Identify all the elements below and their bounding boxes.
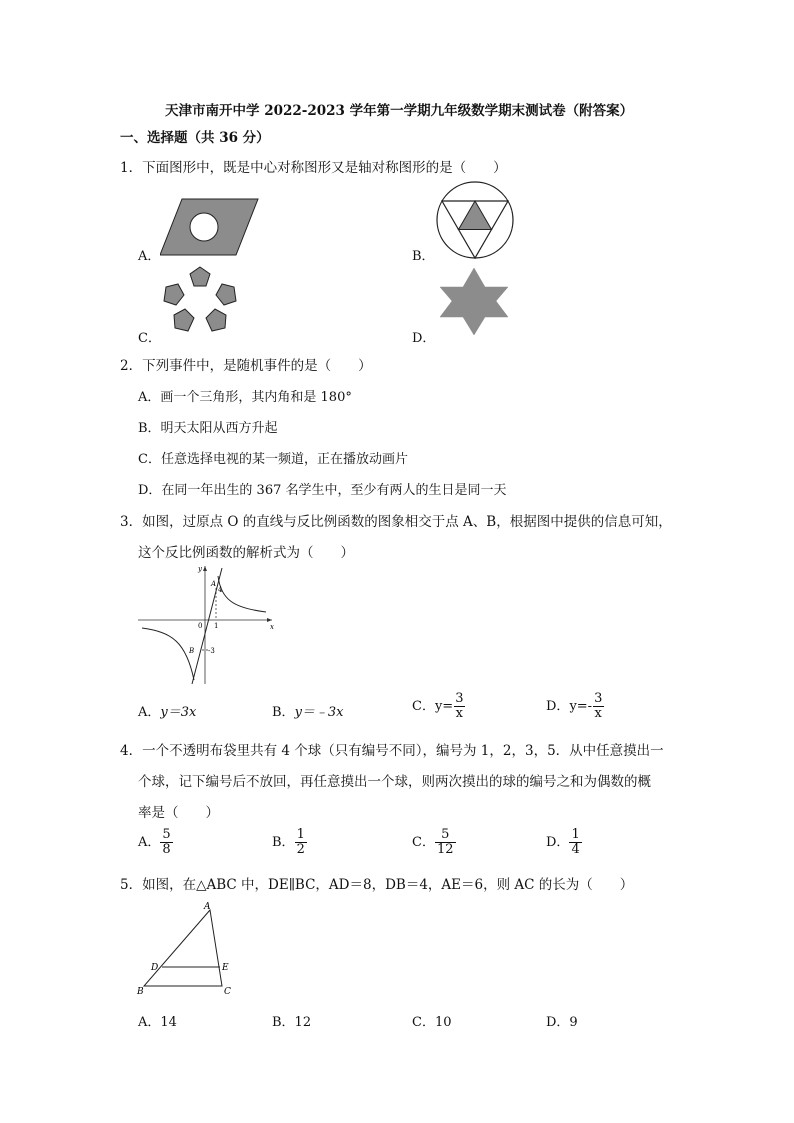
q3-option-b-label: B． bbox=[272, 705, 295, 720]
x-axis-arrow bbox=[267, 618, 272, 622]
q4-option-a-fraction bbox=[160, 828, 172, 857]
tick-label-neg3: -3 bbox=[208, 647, 215, 655]
tick-label-1: 1 bbox=[214, 622, 219, 630]
point-a-label: A bbox=[211, 580, 217, 588]
q5-option-a: A．14 bbox=[138, 1015, 177, 1030]
q3-option-d bbox=[546, 692, 604, 721]
question-2-stem: 2．下列事件中，是随机事件的是（ ） bbox=[120, 358, 372, 374]
tick-label-4: 4 bbox=[218, 586, 223, 594]
y-axis-arrow bbox=[203, 566, 207, 571]
q4-option-c-fraction bbox=[435, 828, 456, 857]
q4-option-b-fraction bbox=[295, 828, 307, 857]
q5-option-b: B．12 bbox=[272, 1015, 312, 1030]
q4-option-b-label: B． bbox=[272, 835, 295, 850]
circle-hole bbox=[190, 213, 218, 241]
q2-option-c: C．任意选择电视的某一频道，正在播放动画片 bbox=[138, 452, 408, 467]
origin-label: 0 bbox=[198, 622, 203, 630]
q3-option-a-label: A． bbox=[138, 705, 161, 720]
q1-figure-b bbox=[435, 180, 515, 260]
q4-option-c-numerator: 5 bbox=[441, 827, 450, 842]
q4-option-b bbox=[272, 828, 307, 857]
pentagon-left bbox=[164, 284, 184, 305]
q4-option-a-numerator: 5 bbox=[162, 827, 171, 842]
q4-option-d bbox=[546, 828, 582, 857]
vertex-c-label: C bbox=[224, 987, 231, 997]
vertex-a-label: A bbox=[204, 902, 211, 912]
q3-option-c bbox=[412, 692, 465, 721]
q2-option-b: B．明天太阳从西方升起 bbox=[138, 421, 278, 436]
pentagon-top bbox=[190, 267, 210, 286]
q3-graph bbox=[134, 562, 279, 688]
q1-label-c: C． bbox=[138, 331, 161, 346]
q1-figure-d bbox=[436, 265, 512, 337]
question-4-line2: 个球，记下编号后不放回，再任意摸出一个球，则两次摸出的球的编号之和为偶数的概 bbox=[138, 774, 651, 790]
point-e-label: E bbox=[222, 963, 229, 973]
q4-option-d-numerator: 1 bbox=[571, 827, 580, 842]
pentagon-bottom-right bbox=[206, 309, 226, 331]
section-heading: 一、选择题（共 36 分） bbox=[120, 130, 270, 146]
q1-label-b: B． bbox=[412, 249, 435, 264]
x-axis-label: x bbox=[270, 623, 274, 631]
q3-option-b-text: y＝﹣3x bbox=[294, 705, 344, 720]
question-5-stem: 5．如图，在△ABC 中，DE∥BC，AD＝8，DB＝4，AE＝6，则 AC 的长为（ ） bbox=[120, 877, 634, 893]
q2-option-d: D．在同一年出生的 367 名学生中，至少有两人的生日是同一天 bbox=[138, 483, 507, 498]
q1-figure-a bbox=[160, 197, 260, 259]
hyperbola-branch-1 bbox=[218, 576, 266, 612]
q4-option-d-fraction bbox=[569, 828, 581, 857]
q3-option-d-denominator: x bbox=[594, 706, 602, 721]
q1-label-d: D． bbox=[412, 331, 436, 346]
q4-option-a bbox=[138, 828, 173, 857]
point-b-label: B bbox=[189, 647, 195, 655]
pentagon-bottom-left bbox=[174, 309, 194, 331]
q4-option-a-label: A． bbox=[138, 835, 161, 850]
q5-option-c: C．10 bbox=[412, 1015, 452, 1030]
point-d-label: D bbox=[151, 963, 159, 973]
q2-option-a: A．画一个三角形，其内角和是 180° bbox=[138, 390, 352, 405]
q3-option-c-fraction bbox=[453, 692, 465, 721]
q4-option-d-denominator: 4 bbox=[571, 842, 580, 857]
triangle-abc bbox=[144, 910, 222, 986]
q4-option-c-label: C． bbox=[412, 835, 435, 850]
question-3-stem-line1: 3．如图，过原点 O 的直线与反比例函数的图象相交于点 A、B，根据图中提供的信息可知， bbox=[120, 514, 672, 530]
q4-option-c bbox=[412, 828, 456, 857]
pentagon-right bbox=[216, 284, 236, 305]
q3-option-c-denominator: x bbox=[455, 706, 464, 721]
q4-option-d-label: D． bbox=[546, 835, 570, 850]
q1-figure-c bbox=[160, 265, 240, 340]
q3-option-b bbox=[272, 701, 344, 720]
q4-option-c-denominator: 12 bbox=[436, 842, 454, 857]
q4-option-a-denominator: 8 bbox=[162, 842, 171, 857]
q4-option-b-denominator: 2 bbox=[296, 842, 305, 857]
q3-option-c-numerator: 3 bbox=[455, 691, 464, 706]
q3-option-d-label: D． bbox=[546, 699, 570, 714]
q3-option-c-label: C． bbox=[412, 699, 435, 714]
q3-option-d-numerator: 3 bbox=[594, 691, 603, 706]
question-4-line3: 率是（ ） bbox=[138, 805, 219, 821]
q3-option-c-prefix: y= bbox=[434, 699, 454, 714]
q3-option-a-text: y＝3x bbox=[160, 705, 197, 720]
page-title: 天津市南开中学 2022-2023 学年第一学期九年级数学期末测试卷（附答案） bbox=[165, 103, 634, 119]
question-4-line1: 4．一个不透明布袋里共有 4 个球（只有编号不同），编号为 1，2，3，5．从中任意摸出一 bbox=[120, 743, 664, 759]
q3-option-d-fraction bbox=[592, 692, 604, 721]
y-axis-label: y bbox=[198, 565, 202, 573]
q1-label-a: A． bbox=[138, 249, 161, 264]
q3-option-a bbox=[138, 701, 196, 720]
question-3-stem-line2: 这个反比例函数的解析式为（ ） bbox=[138, 545, 354, 561]
hexagram-star bbox=[440, 268, 508, 335]
hyperbola-branch-3 bbox=[142, 628, 194, 680]
q5-option-d: D．9 bbox=[546, 1015, 578, 1030]
vertex-b-label: B bbox=[137, 987, 144, 997]
question-1-stem: 1．下面图形中，既是中心对称图形又是轴对称图形的是（ ） bbox=[120, 160, 507, 176]
q5-triangle-figure bbox=[134, 898, 244, 1000]
q4-option-b-numerator: 1 bbox=[296, 827, 305, 842]
q3-option-d-prefix: y=- bbox=[569, 699, 593, 714]
